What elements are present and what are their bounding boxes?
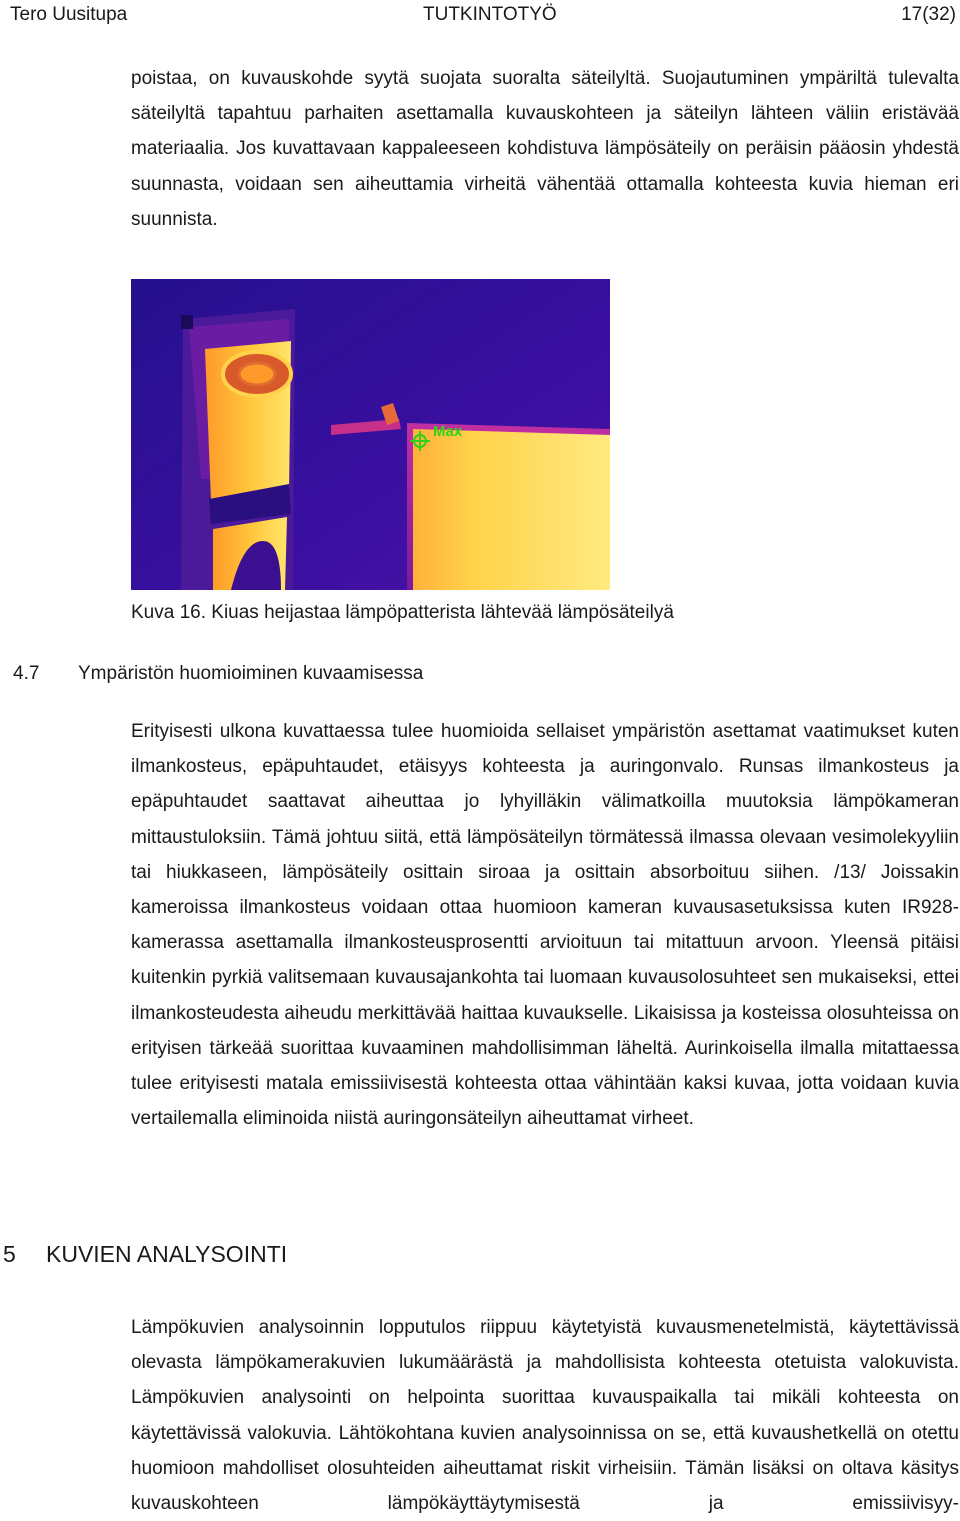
thermal-image-figure (131, 279, 610, 590)
section-body: Erityisesti ulkona kuvattaessa tulee huomioida sellaiset ympäristön asettamat vaatimukset kuten ilmankosteus, epäpuhtaudet, etäisyys kohteesta ja auringonvalo. Runsas ilmankosteus ja epäpuhtaudet saattavat aiheuttaa jo lyhyilläkin välimatkoilla muutoksia lämpökameran mittaustuloksiin. Tämä johtuu siitä, että lämpösäteilyn törmätessä ilmassa olevaan vesimolekyyliin tai hiukkaseen, lämpösäteily osittain siroaa ja osittain absorboituu siihen. /13/ Joissakin kameroissa ilmankosteus voidaan ottaa huomioon kameran kuvausasetuksissa kuten IR928- kamerassa asettamalla ilmankosteusprosentti arvioituun tai mitattuun arvoon. Yleensä pitäisi kuitenkin pyrkiä valitsemaan kuvausajankohta tai luomaan kuvausolosuhteet sen mukaiseksi, ettei ilmankosteudesta aiheudu merkittävää haittaa kuvaukselle. Likaisissa ja kosteissa olosuhteissa on erityisen tärkeää suorittaa kuvaaminen mahdollisimman läheltä. Aurinkoisella ilmalla mitattaessa tulee erityisesti matala emissiivisestä kohteesta ottaa vähintään kaksi kuvaa, jotta voidaan kuvia vertailemalla eliminoida niistä auringonsäteilyn aiheuttamat virheet. (131, 721, 959, 1130)
chapter-number: 5 (3, 1241, 16, 1267)
max-label: Max (433, 423, 463, 440)
header-page-number: 17(32) (901, 4, 956, 25)
header-doc-type: TUTKINTOTYÖ (423, 4, 557, 25)
section-title: Ympäristön huomioiminen kuvaamisessa (78, 663, 424, 684)
chapter-body: Lämpökuvien analysoinnin lopputulos riippuu käytetyistä kuvausmenetelmistä, käytettävissä olevasta lämpökamerakuvien lukumäärästä ja mahdollisista kohteesta otetuista valokuvista. Lämpökuvien analysointi on helpointa suorittaa kuvauspaikalla tai mikäli kohteesta on käytettävissä valokuvia. Lähtökohtana kuvien analysoinnissa on se, että kuvaushetkellä on otettu huomioon mahdolliset olosuhteiden aiheuttamat riskit virheisiin. Tämän lisäksi on oltava käsitys kuvauskohteen lämpökäyttäytymisestä ja emissiivisyy- (131, 1317, 959, 1515)
figure-caption: Kuva 16. Kiuas heijastaa lämpöpatterista lähtevää lämpösäteilyä (131, 602, 674, 623)
chapter-title: KUVIEN ANALYSOINTI (46, 1241, 288, 1267)
header-author: Tero Uusitupa (10, 4, 128, 25)
paragraph-intro: poistaa, on kuvauskohde syytä suojata suoralta säteilyltä. Suojautuminen ympäriltä tulevalta säteilyltä tapahtuu parhaiten asettamalla kuvauskohteen ja säteilyn lähteen väliin eristävää materiaalia. Jos kuvattavaan kappaleeseen kohdistuva lämpösäteily on peräisin pääosin yhdestä suunnasta, voidaan sen aiheuttamia virheitä vähentää ottamalla kohteesta kuvia hieman eri suunnista. (131, 68, 959, 230)
section-number: 4.7 (13, 663, 40, 684)
